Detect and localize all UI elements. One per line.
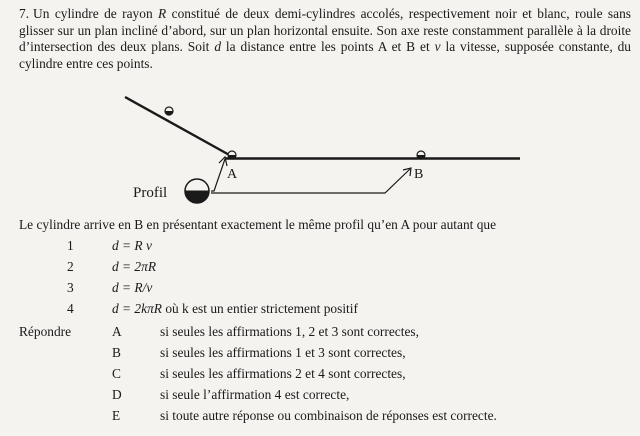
var-v: v (434, 39, 441, 55)
answer-letter: D (112, 387, 122, 402)
formula-4-suffix: où k est un entier strictement positif (161, 301, 358, 316)
cylinder-at-b (417, 151, 425, 159)
answer-letter: C (112, 366, 121, 381)
label-b: B (414, 167, 424, 182)
cylinder-on-slope (165, 107, 173, 115)
answer-header: Répondre (19, 324, 72, 339)
arrow-to-b (211, 168, 411, 193)
affirmation-number: 2 (67, 259, 74, 274)
answer-letter: B (112, 345, 121, 360)
question-text-4: la vitesse, supposée constante, du cylindre entre ces points. (19, 39, 632, 71)
answer-text: si seule l’affirmation 4 est correcte, (160, 387, 350, 402)
affirmation-formula (112, 238, 152, 254)
question-text-2: constitué de deux demi-cylindres accolés, respectivement noir et blanc, roule sans glisser sur un plan incliné d’abord, sur un plan horizontal ensuite. Son axe reste constamment parallèle à la droite d’intersection des deux plans. Soit (19, 6, 631, 55)
answer-text: si seules les affirmations 2 et 4 sont correctes, (160, 366, 406, 381)
statement-line: Le cylindre arrive en B en présentant exactement le même profil qu’en A pour autant que (19, 217, 497, 232)
formula-1: d = R v (112, 238, 152, 253)
label-a: A (227, 167, 238, 182)
affirmation-formula (112, 280, 152, 296)
answer-letter: E (112, 408, 121, 423)
label-profil: Profil (133, 185, 168, 201)
profil-icon (185, 179, 209, 203)
answer-text: si toute autre réponse ou combinaison de réponses est correcte. (160, 408, 497, 423)
formula-3: d = R/v (112, 280, 153, 295)
formula-4: d = 2kπR (112, 301, 162, 316)
var-R: R (158, 6, 167, 21)
answer-letter: A (112, 324, 122, 339)
answer-text: si seules les affirmations 1, 2 et 3 sont correctes, (160, 324, 419, 339)
question-text-1: Un cylindre de rayon (33, 6, 159, 21)
formula-2: d = 2πR (112, 259, 157, 274)
affirmation-formula (112, 259, 156, 275)
affirmation-number: 1 (67, 238, 74, 253)
inclined-plane (125, 97, 233, 157)
affirmation-formula (112, 301, 358, 317)
arrow-to-a (211, 157, 227, 191)
answer-text: si seules les affirmations 1 et 3 sont correctes, (160, 345, 406, 360)
cylinder-at-a (228, 151, 236, 159)
affirmation-number: 3 (67, 280, 74, 295)
question-number: 7. (19, 6, 30, 21)
question-text-3: la distance entre les points A et B et (221, 39, 435, 55)
var-d: d (214, 39, 222, 55)
affirmation-number: 4 (67, 301, 74, 316)
